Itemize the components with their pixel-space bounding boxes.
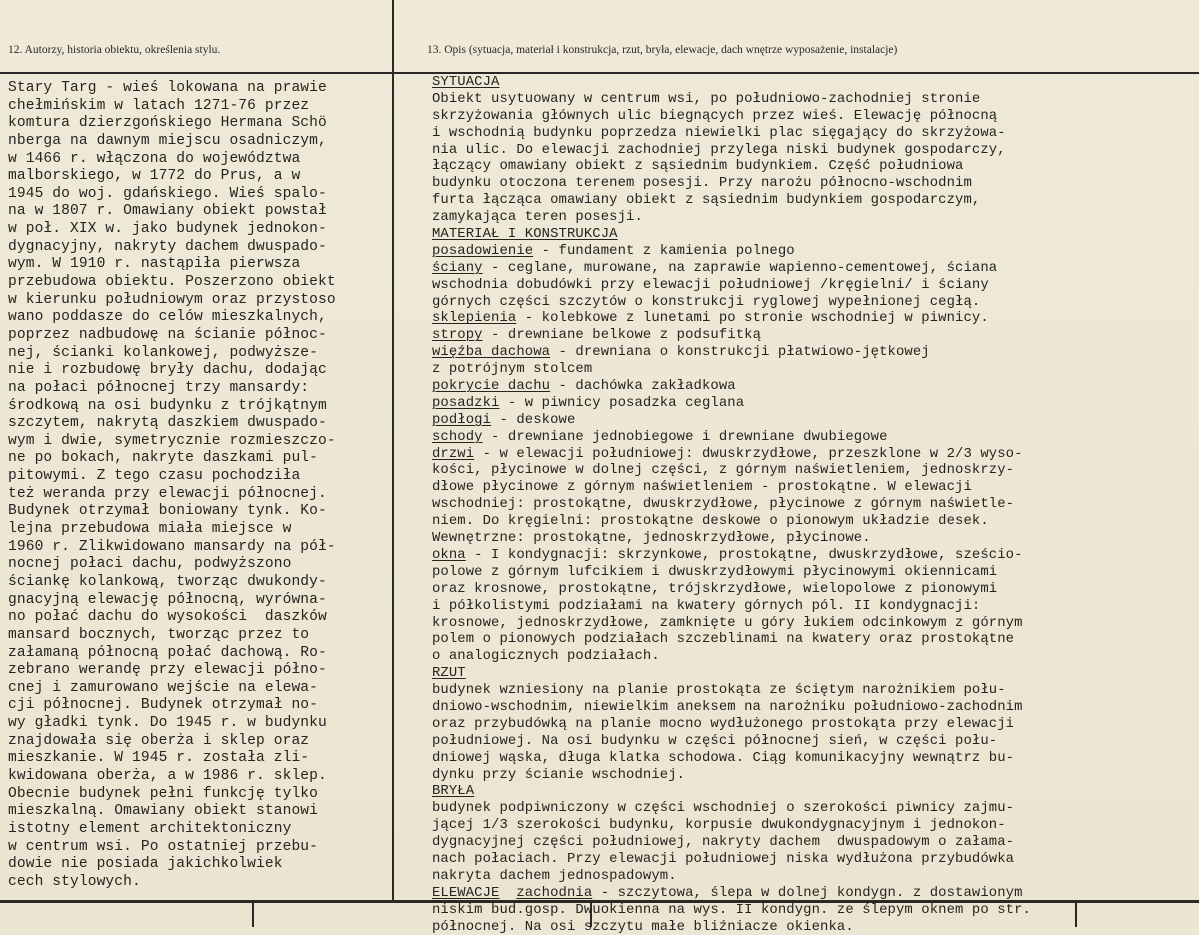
description-line [432,564,1031,581]
description-line [432,446,1031,463]
section-keyword: schody [432,428,483,445]
description-text-run: łączący omawiany obiekt z sąsiednim budynkiem. Część południowa [432,158,964,175]
description-line [432,395,1031,412]
description-text-run: oraz przybudówką na planie mocno wydłużonego prostokąta przy elewacji [432,715,1015,732]
description-line [432,631,1031,648]
history-line: w kierunku południowym oraz przystoso [8,291,336,308]
description-line [432,767,1031,784]
description-text-run [500,885,517,901]
history-line: środkową na osi budynku z trójkątnym [8,397,327,414]
description-text-run: o analogicznych podziałach. [432,648,660,665]
description-text-run: północnej. Na osi szczytu małe bliźniacze okienka. [432,918,854,935]
description-line [432,885,1031,902]
description-line [432,327,1031,344]
description-text-run: górnych części szczytów o konstrukcji ryglowej wypełnionej cegłą. [432,293,981,310]
description-line [432,175,1031,192]
section-keyword: zachodnia [516,884,593,901]
description-text-run: wschodnia dobudówki przy elewacji południowej /kręgielni/ i ściany [432,276,989,293]
description-text-run: budynek wzniesiony na planie prostokąta ze ściętym narożnikiem połu- [432,682,1006,699]
section-12-heading: 12. Autorzy, historia obiektu, określenia stylu. [8,44,221,56]
description-text-run: wschodniej: prostokątne, dwuskrzydłowe, płycinowe z górnym naświetle- [432,496,1015,513]
description-line [432,310,1031,327]
description-line [432,462,1031,479]
history-line: wy gładki tynk. Do 1945 r. w budynku [8,715,327,732]
description-text-run: niem. Do kręgielni: prostokątne deskowe o pionowym układzie desek. [432,513,989,530]
description-text-run: z potrójnym stolcem [432,361,593,378]
description-text-run: nakryta dachem jednospadowym. [432,867,677,884]
description-text-run: krosnowe, jednoskrzydłowe, zamknięte u góry łukiem odcinkowym z górnym [432,614,1023,631]
description-text-run: - ceglane, murowane, na zaprawie wapienno-cementowej, ściana [482,259,998,276]
section-keyword: posadzki [432,394,500,411]
description-text-run: - deskowe [491,411,576,428]
history-line: dowie nie posiada jakichkolwiek [8,856,283,873]
description-text-run: nia ulic. Do elewacji zachodniej przylega niski budynek gospodarczy, [432,141,1006,158]
description-line [432,716,1031,733]
history-line: poprzez nadbudowę na ścianie północ- [8,326,327,343]
description-text-run: - szczytowa, ślepa w dolnej kondygn. z dostawionym [592,884,1023,901]
form-column-divider [392,0,394,900]
description-line [432,142,1031,159]
history-line: no połać dachu do wysokości daszków [8,609,327,626]
history-line: ściankę kolankową, tworząc dwukondy- [8,573,327,590]
section-keyword: ściany [432,259,483,276]
section-keyword: więźba dachowa [432,344,551,361]
history-line: załamaną północną połać dachową. Ro- [8,644,327,661]
description-text-run: - drewniana o konstrukcji płatwiowo-jętkowej [550,344,930,361]
history-line: w 1466 r. włączona do województwa [8,150,301,167]
description-line [432,209,1031,226]
history-line: nie i rozbudowę bryły dachu, dodając [8,362,327,379]
description-line [432,581,1031,598]
description-line [432,682,1031,699]
description-line [432,294,1031,311]
description-line [432,648,1031,665]
description-line [432,783,1031,800]
description-text-run: Wewnętrzne: prostokątne, jednoskrzydłowe, płycinowe. [432,530,871,547]
history-line: 1960 r. Zlikwidowano mansardy na pół- [8,538,336,555]
description-text-run: - drewniane jednobiegowe i drewniane dwubiegowe [482,428,888,445]
description-text-run: - w piwnicy posadzka ceglana [499,394,745,411]
history-line: nej, ścianki kolankowej, podwyższe- [8,344,319,361]
section-keyword: pokrycie dachu [432,378,551,395]
section-13-heading: 13. Opis (sytuacja, materiał i konstrukcja, rzut, bryła, elewacje, dach wnętrze wyposażenie, instalacje) [427,44,898,56]
section-keyword: podłogi [432,411,492,428]
description-text-run: budynku otoczona terenem posesji. Przy narożu północno-wschodnim [432,175,972,192]
history-line: znajdowała się oberża i sklep oraz [8,732,310,749]
history-line: mieszkanie. W 1945 r. została zli- [8,750,310,767]
description-text-run: oraz krosnowe, prostokątne, trójskrzydłowe, wielopolowe z pionowymi [432,580,998,597]
history-line: mieszkalną. Omawiany obiekt stanowi [8,803,319,820]
description-text-run: kości, płycinowe w dolnej części, z górnym naświetleniem, jednoskrzy- [432,462,1015,479]
description-line [432,834,1031,851]
history-line: przebudowa obiektu. Poszerzono obiekt [8,274,336,291]
description-line [432,615,1031,632]
description-line [432,817,1031,834]
history-line: też weranda przy elewacji północnej. [8,485,327,502]
section-keyword: BRYŁA [432,783,475,800]
description-text-run: niskim bud.gosp. Dwuokienna na wys. II kondygn. ze ślepym oknem po str. [432,901,1031,918]
description-text-run: furta łącząca omawiany obiekt z sąsiednim budynkiem gospodarczym, [432,192,981,209]
history-line: nocnej połaci dachu, podwyższono [8,556,292,573]
description-line [432,496,1031,513]
description-line [432,277,1031,294]
description-line [432,158,1031,175]
description-line [432,74,1031,91]
description-line [432,530,1031,547]
description-line [432,750,1031,767]
section-keyword: drzwi [432,445,475,462]
description-line [432,361,1031,378]
history-line: Stary Targ - wieś lokowana na prawie [8,80,327,96]
history-line: nberga na dawnym miejscu osadniczym, [8,132,327,149]
description-text-run: dynku przy ścianie wschodniej. [432,766,686,783]
description-line [432,851,1031,868]
description-text [432,74,1031,935]
section-keyword: sklepienia [432,310,517,327]
history-line: w poł. XIX w. jako budynek jednokon- [8,221,327,238]
history-line: pitowymi. Z tego czasu pochodziła [8,468,301,485]
description-text-run: skrzyżowania głównych ulic biegnących przez wieś. Elewację północną [432,107,998,124]
history-line: malborskiego, w 1772 do Prus, a w [8,168,301,185]
history-line: dygnacyjny, nakryty dachem dwuspado- [8,238,327,255]
history-line: kwidowana oberża, a w 1986 r. sklep. [8,767,327,784]
section-keyword: SYTUACJA [432,74,500,90]
section-keyword: RZUT [432,665,466,682]
description-line [432,378,1031,395]
description-text-run: - dachówka zakładkowa [550,378,736,395]
history-line: lejna przebudowa miała miejsce w [8,521,292,538]
description-text-run: - drewniane belkowe z podsufitką [482,327,762,344]
description-line [432,800,1031,817]
description-text-run: Obiekt usytuowany w centrum wsi, po południowo-zachodniej stronie [432,90,981,107]
description-line [432,226,1031,243]
description-text-run: polem o pionowych podziałach szczeblinami na kwatery oraz prostokątne [432,631,1015,648]
section-keyword: posadowienie [432,242,534,259]
description-line [432,108,1031,125]
description-text-run: - w elewacji południowej: dwuskrzydłowe, przeszklone w 2/3 wyso- [474,445,1023,462]
description-text-run: budynek podpiwniczony w części wschodniej o szerokości piwnicy zajmu- [432,800,1015,817]
description-text-run: dniowo-wschodnim, niewielkim aneksem na narożniku południowo-zachodnim [432,698,1023,715]
description-line [432,260,1031,277]
description-line [432,91,1031,108]
history-line: 1945 do woj. gdańskiego. Wieś spalo- [8,185,327,202]
history-line: wano poddasze do celów mieszkalnych, [8,309,327,326]
description-text-run: i wschodnią budynku poprzedza niewielki plac sięgający do skrzyżowa- [432,124,1006,141]
description-line [432,665,1031,682]
section-keyword: ELEWACJE [432,884,500,901]
description-line [432,547,1031,564]
description-text-run: dłowe płycinowe z górnym naświetleniem - prostokątne. W elewacji [432,479,972,496]
description-line [432,344,1031,361]
description-text-run: polowe z górnym lufcikiem i dwuskrzydłowymi płycinowymi okiennicami [432,563,998,580]
description-line [432,868,1031,885]
history-line: wym. W 1910 r. nastąpiła pierwsza [8,256,301,273]
history-line: Obecnie budynek pełni funkcję tylko [8,785,319,802]
section-keyword: stropy [432,327,483,344]
history-text [8,80,336,891]
history-line: mansard bocznych, tworząc przez to [8,626,310,643]
section-keyword: MATERIAŁ I KONSTRUKCJA [432,226,618,243]
history-line: cji północnej. Budynek otrzymał no- [8,697,319,714]
description-line [432,412,1031,429]
history-line: cnej i zamurowano wejście na elewa- [8,679,319,696]
description-text-run: zamykająca teren posesji. [432,209,643,226]
description-text-run: - fundament z kamienia polnego [533,242,795,259]
description-text-run: jącej 1/3 szerokości budynku, korpusie dwukondygnacyjnym i jednokon- [432,817,1006,834]
description-line [432,429,1031,446]
history-line: na w 1807 r. Omawiany obiekt powstał [8,203,327,220]
description-text-run: i półkolistymi podziałami na kwatery górnych pól. II kondygnacji: [432,597,981,614]
history-line: ne po bokach, nakryte daszkami pul- [8,450,319,467]
form-bottom-divider [1075,903,1077,927]
history-line: istotny element architektoniczny [8,820,292,837]
description-text-run: dygnacyjnej części południowej, nakryty dachem dwuspadowym o załama- [432,834,1015,851]
history-line: szczytem, nakrytą daszkiem dwuspado- [8,415,327,432]
description-line [432,192,1031,209]
history-line: gnacyjną elewację północną, wyrówna- [8,591,327,608]
history-line: komtura dzierzgońskiego Hermana Schö [8,115,327,132]
description-line [432,733,1031,750]
description-line [432,513,1031,530]
history-line: chełmińskim w latach 1271-76 przez [8,97,310,114]
description-line [432,598,1031,615]
history-line: zebrano werandę przy elewacji półno- [8,662,327,679]
history-line: wym i dwie, symetrycznie rozmieszczo- [8,432,336,449]
description-line [432,479,1031,496]
description-line [432,243,1031,260]
description-line [432,125,1031,142]
history-line: cech stylowych. [8,873,141,890]
description-text-run: dniowej wąska, długa klatka schodowa. Ciąg komunikacyjny wewnątrz bu- [432,749,1015,766]
description-text-run: nach połaciach. Przy elewacji południowej niska wydłużona przybudówka [432,850,1015,867]
form-bottom-divider [252,903,254,927]
description-text-run: - kolebkowe z lunetami po stronie wschodniej w piwnicy. [516,310,989,327]
section-keyword: okna [432,546,466,563]
description-line [432,902,1031,919]
history-line: Budynek otrzymał boniowany tynk. Ko- [8,503,327,520]
history-line: w centrum wsi. Po ostatniej przebu- [8,838,319,855]
description-text-run: południowej. Na osi budynku w części północnej sień, w części połu- [432,732,998,749]
description-text-run: - I kondygnacji: skrzynkowe, prostokątne, dwuskrzydłowe, sześcio- [465,546,1023,563]
description-line [432,699,1031,716]
history-line: na połaci północnej trzy mansardy: [8,379,310,396]
